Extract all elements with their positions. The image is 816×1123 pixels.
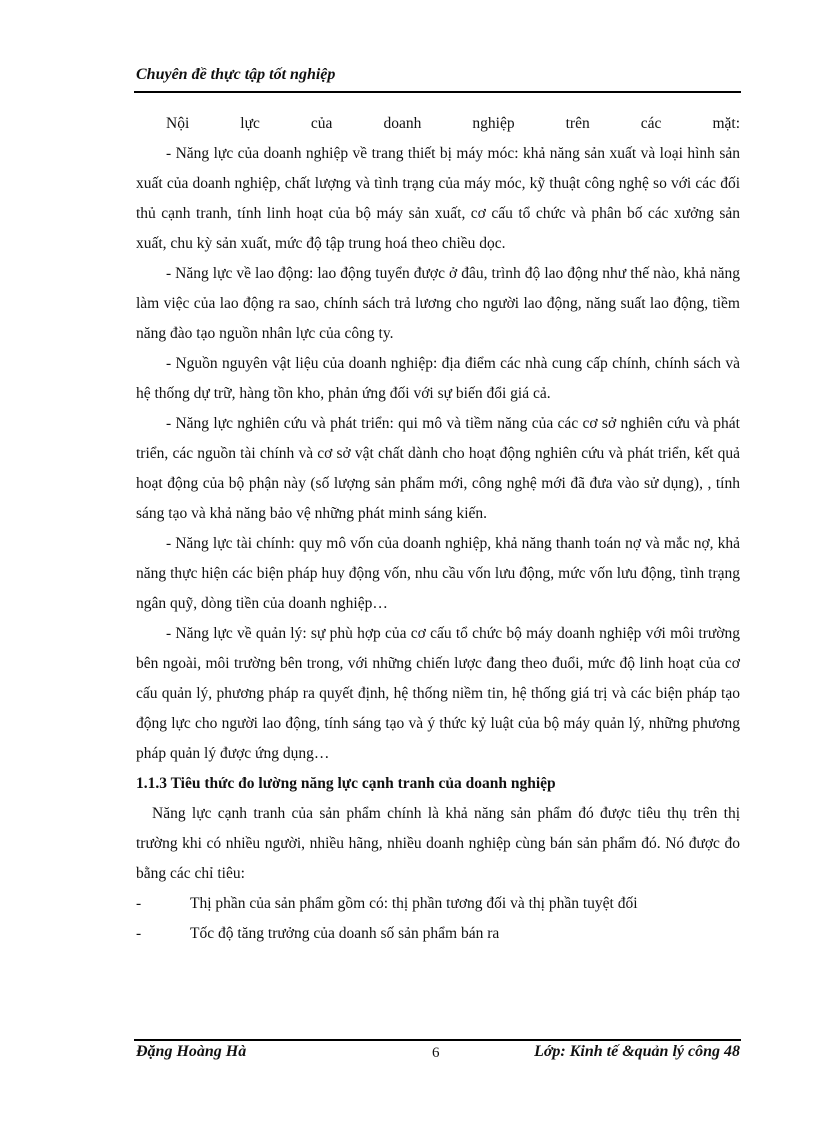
footer-author: Đặng Hoàng Hà <box>136 1043 247 1060</box>
paragraph-management: - Năng lực về quản lý: sự phù hợp của cơ cấu tổ chức bộ máy doanh nghiệp với môi trường bên ngoài, môi trường bên trong, với những chiến lược đang theo đuổi, mức độ linh hoạt của cơ cấu quản lý, phương pháp ra quyết định, hệ thống niềm tin, hệ thống giá trị và các biện pháp tạo động lực cho người lao động, tính sáng tạo và ý thức kỷ luật của bộ máy quản lý, những phương pháp quản lý được ứng dụng… <box>136 625 740 762</box>
bullet-dash: - <box>136 925 142 942</box>
page-footer <box>136 1043 740 1069</box>
intro-line: Nội lực của doanh nghiệp trên các mặt: <box>166 115 740 132</box>
list-item <box>136 919 740 949</box>
page-number: 6 <box>432 1045 440 1061</box>
bullet-text: Thị phần của sản phẩm gồm có: thị phần tương đối và thị phần tuyệt đối <box>190 895 638 912</box>
paragraph-equipment: - Năng lực của doanh nghiệp về trang thiết bị máy móc: khả năng sản xuất và loại hình sản xuất của doanh nghiệp, chất lượng và tình trạng của máy móc, kỹ thuật công nghệ so với các đối thủ cạnh tranh, tính linh hoạt của bộ máy sản xuất, cơ cấu tổ chức và phân bố các xưởng sản xuất, chu kỳ sản xuất, mức độ tập trung hoá theo chiều dọc. <box>136 145 740 252</box>
footer-class: Lớp: Kinh tế &quản lý công 48 <box>534 1043 740 1060</box>
header-rule <box>134 91 741 93</box>
footer-rule <box>134 1039 741 1041</box>
paragraph-research: - Năng lực nghiên cứu và phát triển: qui mô và tiềm năng của các cơ sở nghiên cứu và phát triển, các nguồn tài chính và cơ sở vật chất dành cho hoạt động nghiên cứu và phát triển, kết quả hoạt động của bộ phận này (số lượng sản phẩm mới, công nghệ mới đã đưa vào sử dụng), , tính sáng tạo và khả năng bảo vệ những phát minh sáng kiến. <box>136 415 740 522</box>
section-heading: 1.1.3 Tiêu thức đo lường năng lực cạnh tranh của doanh nghiệp <box>136 775 556 792</box>
list-item <box>136 889 740 919</box>
page-body <box>136 109 740 949</box>
paragraph-finance: - Năng lực tài chính: quy mô vốn của doanh nghiệp, khả năng thanh toán nợ và mắc nợ, khả năng thực hiện các biện pháp huy động vốn, nhu cầu vốn lưu động, mức vốn lưu động, tình trạng ngân quỹ, dòng tiền của doanh nghiệp… <box>136 535 740 612</box>
header-title: Chuyên đề thực tập tốt nghiệp <box>136 66 336 83</box>
bullet-text: Tốc độ tăng trưởng của doanh số sản phẩm bán ra <box>190 925 500 942</box>
paragraph-materials: - Nguồn nguyên vật liệu của doanh nghiệp: địa điểm các nhà cung cấp chính, chính sách và hệ thống dự trữ, hàng tồn kho, phản ứng đối với sự biến đổi giá cả. <box>136 355 740 402</box>
bullet-dash: - <box>136 895 142 912</box>
paragraph-labor: - Năng lực về lao động: lao động tuyển được ở đâu, trình độ lao động như thế nào, khả năng làm việc của lao động ra sao, chính sách trả lương cho người lao động, năng suất lao động, tiềm năng đào tạo nguồn nhân lực của công ty. <box>136 265 740 342</box>
paragraph-competitiveness: Năng lực cạnh tranh của sản phẩm chính là khả năng sản phẩm đó được tiêu thụ trên thị trường khi có nhiều người, nhiều hãng, nhiều doanh nghiệp cùng bán sản phẩm đó. Nó được đo bằng các chỉ tiêu: <box>136 805 740 882</box>
